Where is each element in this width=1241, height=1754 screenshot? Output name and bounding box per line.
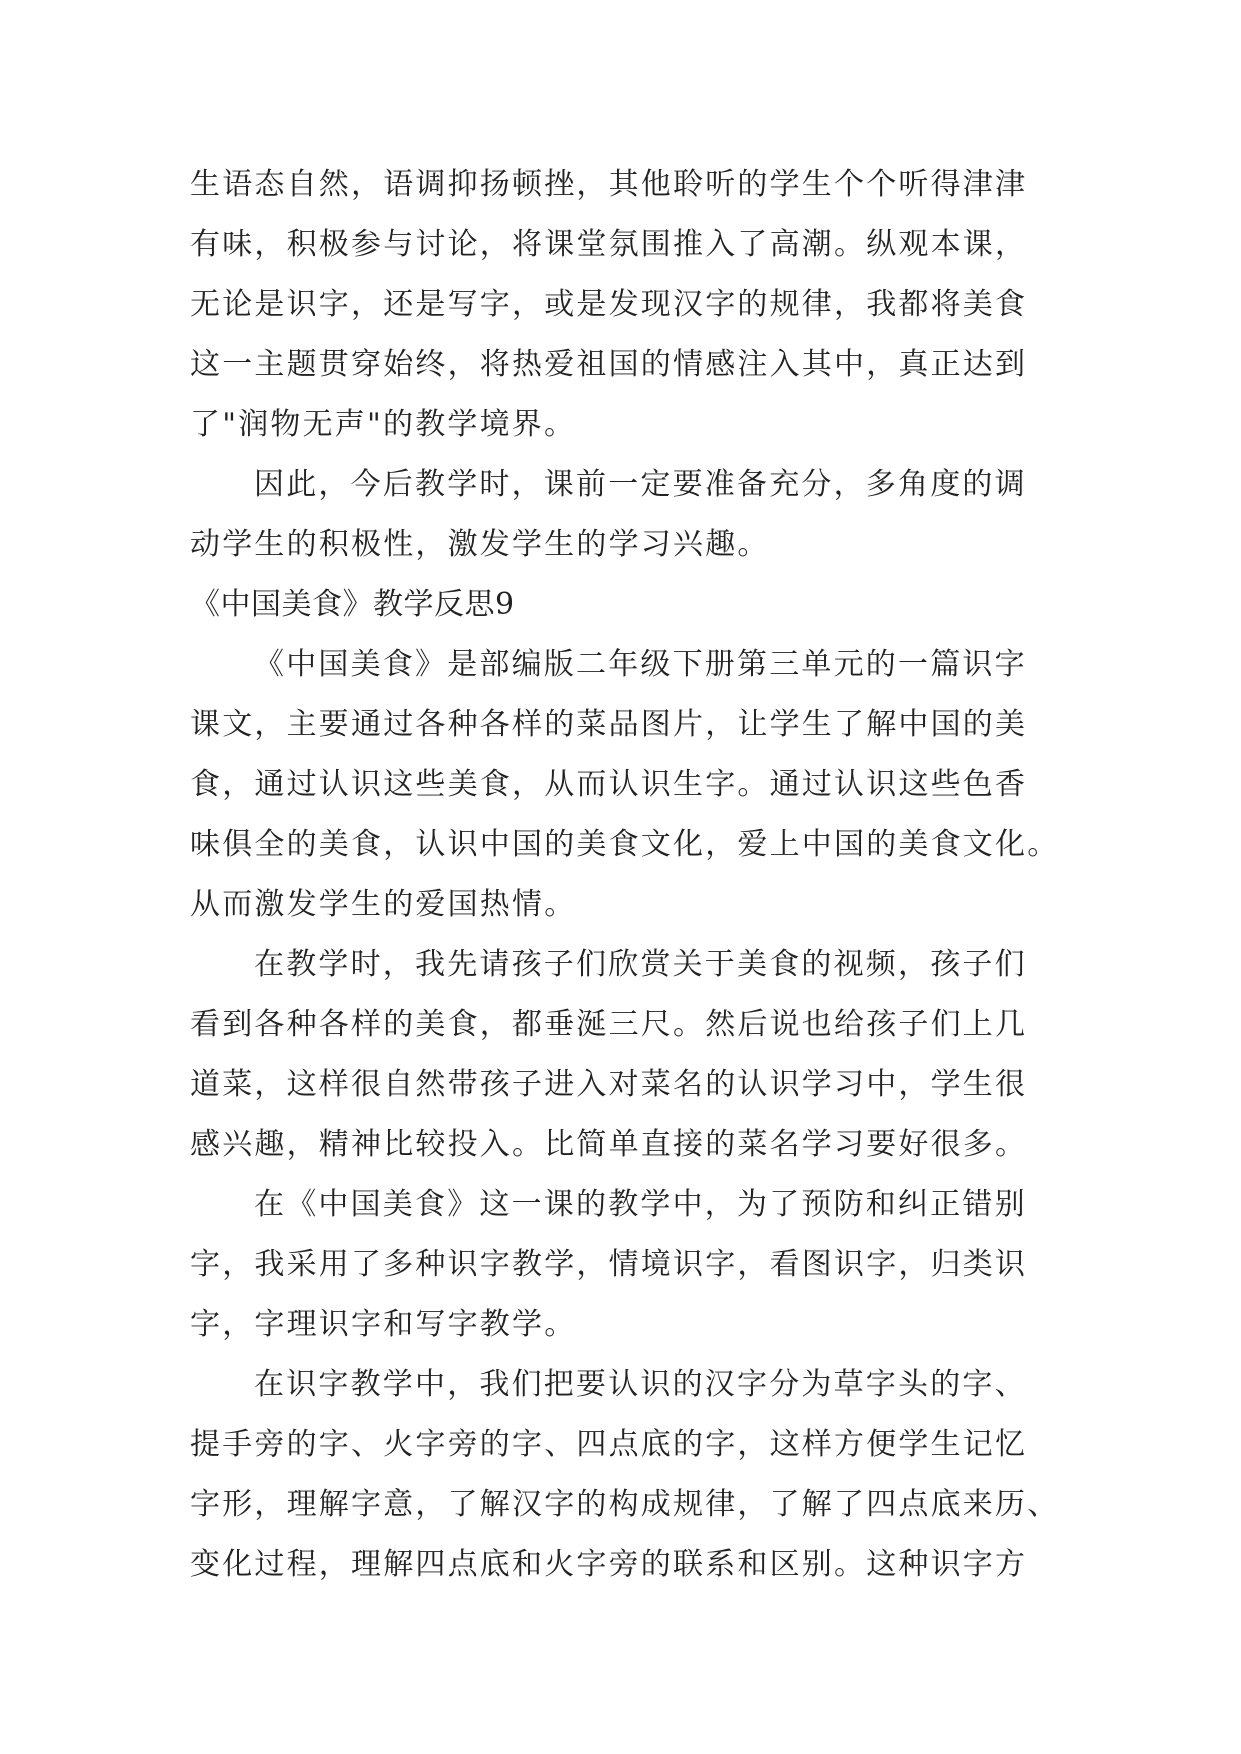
text-line: 字，我采用了多种识字教学，情境识字，看图识字，归类识 xyxy=(190,1247,1028,1282)
text-line: 有味，积极参与讨论，将课堂氛围推入了高潮。纵观本课， xyxy=(190,227,1028,262)
paragraph xyxy=(190,1175,1070,1355)
paragraph xyxy=(190,935,1070,1175)
text-line: 食，通过认识这些美食，从而认识生字。通过认识这些色香 xyxy=(190,767,1028,802)
text-line: 无论是识字，还是写字，或是发现汉字的规律，我都将美食 xyxy=(190,287,1028,322)
text-line: 了"润物无声"的教学境界。 xyxy=(190,407,577,442)
text-line: 在教学时，我先请孩子们欣赏关于美食的视频，孩子们 xyxy=(254,947,1027,982)
paragraph xyxy=(190,635,1070,935)
paragraph xyxy=(190,155,1070,455)
text-line: 从而激发学生的爱国热情。 xyxy=(190,887,577,922)
text-line: 动学生的积极性，激发学生的学习兴趣。 xyxy=(190,527,770,562)
text-line: 生语态自然，语调抑扬顿挫，其他聆听的学生个个听得津津 xyxy=(190,167,1028,202)
text-line: 字形，理解字意，了解汉字的构成规律，了解了四点底来历、 xyxy=(190,1487,1060,1522)
paragraph xyxy=(190,1355,1070,1595)
text-line: 在识字教学中，我们把要认识的汉字分为草字头的字、 xyxy=(254,1367,1027,1402)
text-line: 感兴趣，精神比较投入。比简单直接的菜名学习要好很多。 xyxy=(190,1127,1028,1162)
text-line: 道菜，这样很自然带孩子进入对菜名的认识学习中，学生很 xyxy=(190,1067,1028,1102)
text-line: 字，字理识字和写字教学。 xyxy=(190,1307,577,1342)
text-line: 变化过程，理解四点底和火字旁的联系和区别。这种识字方 xyxy=(190,1547,1028,1582)
text-line: 因此，今后教学时，课前一定要准备充分，多角度的调 xyxy=(254,467,1027,502)
section-heading: 《中国美食》教学反思9 xyxy=(190,587,515,622)
text-line: 课文，主要通过各种各样的菜品图片，让学生了解中国的美 xyxy=(190,707,1028,742)
text-line: 在《中国美食》这一课的教学中，为了预防和纠正错别 xyxy=(254,1187,1027,1222)
text-line: 这一主题贯穿始终，将热爱祖国的情感注入其中，真正达到 xyxy=(190,347,1028,382)
text-line: 看到各种各样的美食，都垂涎三尺。然后说也给孩子们上几 xyxy=(190,1007,1028,1042)
text-line: 提手旁的字、火字旁的字、四点底的字，这样方便学生记忆 xyxy=(190,1427,1028,1462)
text-line: 《中国美食》是部编版二年级下册第三单元的一篇识字 xyxy=(254,647,1027,682)
document-body xyxy=(190,155,1070,1595)
text-line: 味俱全的美食，认识中国的美食文化，爱上中国的美食文化。 xyxy=(190,827,1060,862)
paragraph xyxy=(190,455,1070,575)
